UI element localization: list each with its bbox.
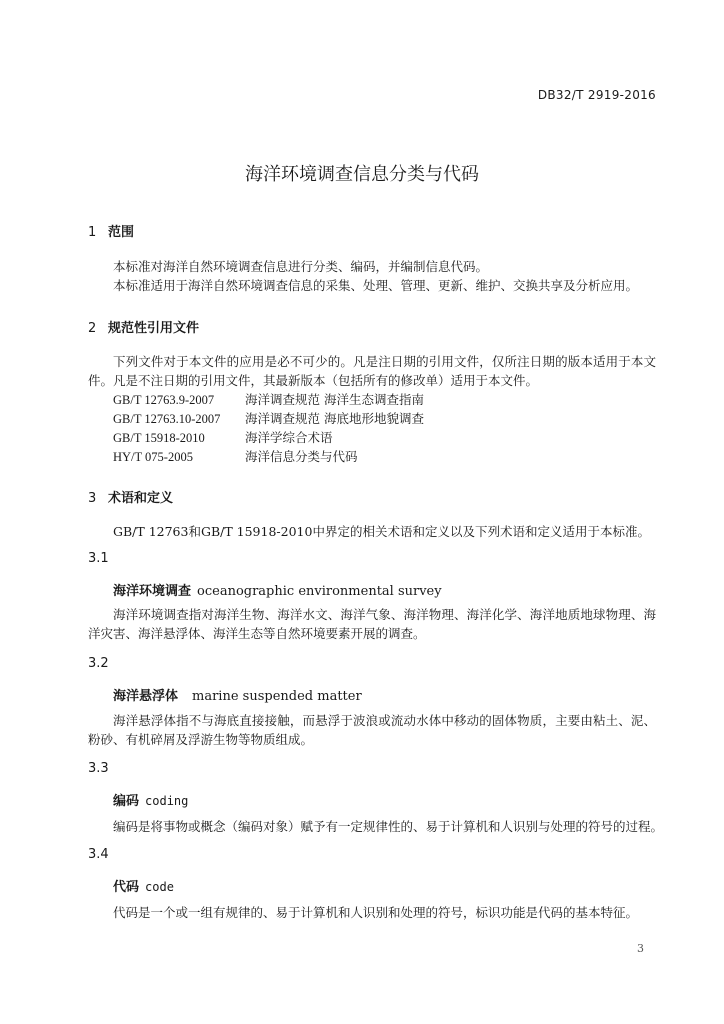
document-title: 海洋环境调查信息分类与代码 [245, 164, 479, 185]
term-en: marine suspended matter [192, 689, 362, 704]
paragraph: 下列文件对于本文件的应用是必不可少的。凡是注日期的引用文件，仅所注日期的版本适用于本文件。凡是不注日期的引用文件，其最新版本（包括所有的修改单）适用于本文件。 [88, 354, 656, 388]
term-en: coding [145, 794, 189, 808]
term-definition: 代码是一个或一组有规律的、易于计算机和人识别和处理的符号，标识功能是代码的基本特征。 [113, 905, 639, 920]
term-entry [113, 876, 174, 895]
reference-code: GB/T 12763.10-2007 [113, 412, 221, 426]
reference-item [113, 428, 333, 446]
section-3-heading [88, 487, 173, 506]
section-title: 规范性引用文件 [108, 321, 200, 336]
section-1-heading [88, 221, 134, 240]
subsection-number: 3.1 [88, 551, 109, 566]
term-definition: 编码是将事物或概念（编码对象）赋予有一定规律性的、易于计算机和人识别与处理的符号的过程。 [113, 819, 664, 834]
term-entry [113, 790, 188, 809]
term-definition: 海洋悬浮体指不与海底直接接触，而悬浮于波浪或流动水体中移动的固体物质，主要由粘土、泥、粉砂、有机碎屑及浮游生物等物质组成。 [88, 713, 656, 747]
section-title: 术语和定义 [108, 491, 174, 506]
term-zh: 海洋环境调查 [113, 584, 192, 599]
term-en: oceanographic environmental survey [197, 584, 442, 599]
reference-item [113, 409, 424, 427]
subsection-number: 3.2 [88, 656, 109, 671]
subsection-number: 3.4 [88, 847, 109, 862]
section-title: 范围 [108, 225, 135, 240]
term-entry [113, 580, 442, 599]
section-number: 1 [88, 225, 97, 240]
section-2-heading [88, 317, 199, 336]
reference-name: 海洋调查规范 海底地形地貌调查 [245, 411, 424, 426]
reference-name: 海洋学综合术语 [245, 430, 333, 445]
reference-code: GB/T 15918-2010 [113, 431, 205, 445]
standard-code: DB32/T 2919-2016 [537, 88, 656, 102]
term-zh: 代码 [113, 880, 140, 895]
subsection-number: 3.3 [88, 761, 109, 776]
paragraph: 本标准对海洋自然环境调查信息进行分类、编码，并编制信息代码。 [113, 259, 489, 274]
paragraph: GB/T 12763和GB/T 15918-2010中界定的相关术语和定义以及下列术语和定义适用于本标准。 [113, 524, 650, 539]
term-en: code [145, 880, 174, 894]
reference-name: 海洋调查规范 海洋生态调查指南 [245, 392, 424, 407]
reference-name: 海洋信息分类与代码 [245, 449, 358, 464]
term-zh: 海洋悬浮体 [113, 689, 179, 704]
term-zh: 编码 [113, 794, 140, 809]
reference-item [113, 447, 358, 465]
paragraph: 本标准适用于海洋自然环境调查信息的采集、处理、管理、更新、维护、交换共享及分析应用。 [113, 278, 639, 293]
term-definition: 海洋环境调查指对海洋生物、海洋水文、海洋气象、海洋物理、海洋化学、海洋地质地球物理、海洋灾害、海洋悬浮体、海洋生态等自然环境要素开展的调查。 [88, 607, 656, 641]
term-entry [113, 685, 362, 704]
reference-code: GB/T 12763.9-2007 [113, 393, 215, 407]
reference-item [113, 390, 424, 408]
section-number: 2 [88, 321, 97, 336]
reference-code: HY/T 075-2005 [113, 450, 193, 464]
section-number: 3 [88, 491, 97, 506]
page-number: 3 [637, 942, 644, 955]
